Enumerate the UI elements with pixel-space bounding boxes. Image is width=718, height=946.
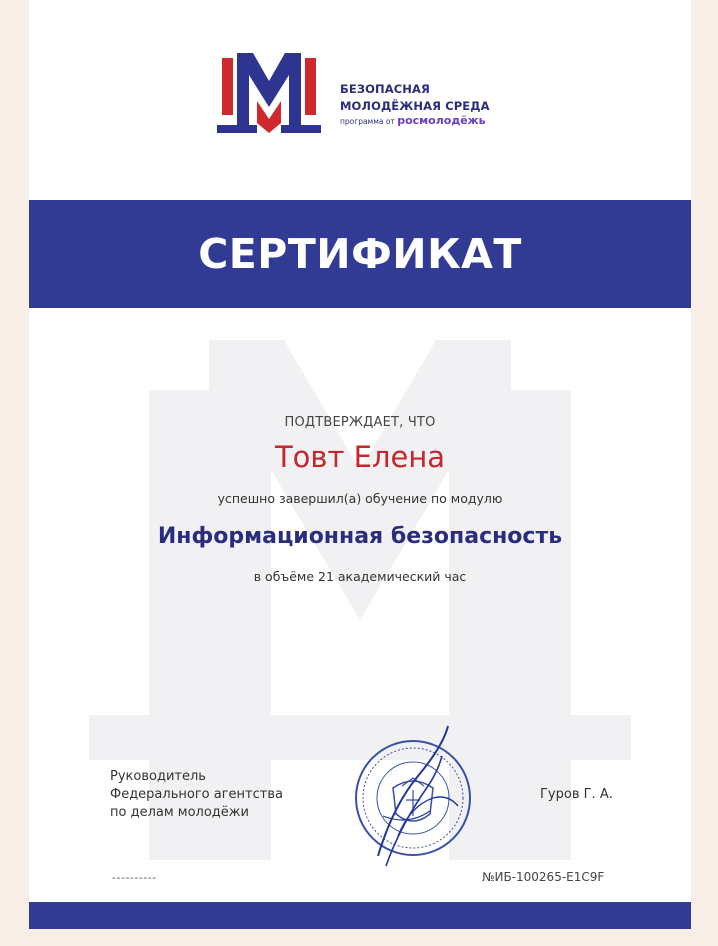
signer-name: Гуров Г. А.: [540, 787, 613, 802]
certificate-number: №ИБ-100265-E1C9F: [482, 870, 605, 884]
recipient-name: Товт Елена: [274, 440, 446, 474]
logo-title-line1: БЕЗОПАСНАЯ: [340, 82, 430, 96]
logo-program-prefix: программа от: [340, 117, 395, 126]
logo-text: [340, 81, 490, 128]
completed-text: успешно завершил(а) обучение по модулю: [217, 491, 503, 506]
certificate-page: [29, 0, 691, 929]
signer-position-line2: Федерального агентства: [110, 787, 283, 802]
signer-position: [110, 768, 283, 822]
program-logo-icon: [217, 53, 321, 139]
official-seal-icon: [338, 716, 488, 876]
volume-text: в объёме 21 академический час: [253, 569, 467, 584]
logo-title-line2: МОЛОДЁЖНАЯ СРЕДА: [340, 99, 490, 113]
signature-dashes: ----------: [112, 871, 157, 884]
certificate-title: СЕРТИФИКАТ: [198, 230, 522, 278]
logo-program-line: [340, 115, 490, 128]
bottom-band: [29, 902, 691, 929]
logo-brand: росмолодёжь: [397, 114, 486, 127]
signer-position-line3: по делам молодёжи: [110, 805, 249, 820]
confirms-text: ПОДТВЕРЖДАЕТ, ЧТО: [284, 415, 436, 430]
title-band: [29, 200, 691, 308]
signer-position-line1: Руководитель: [110, 769, 206, 784]
module-name: Информационная безопасность: [157, 524, 563, 549]
